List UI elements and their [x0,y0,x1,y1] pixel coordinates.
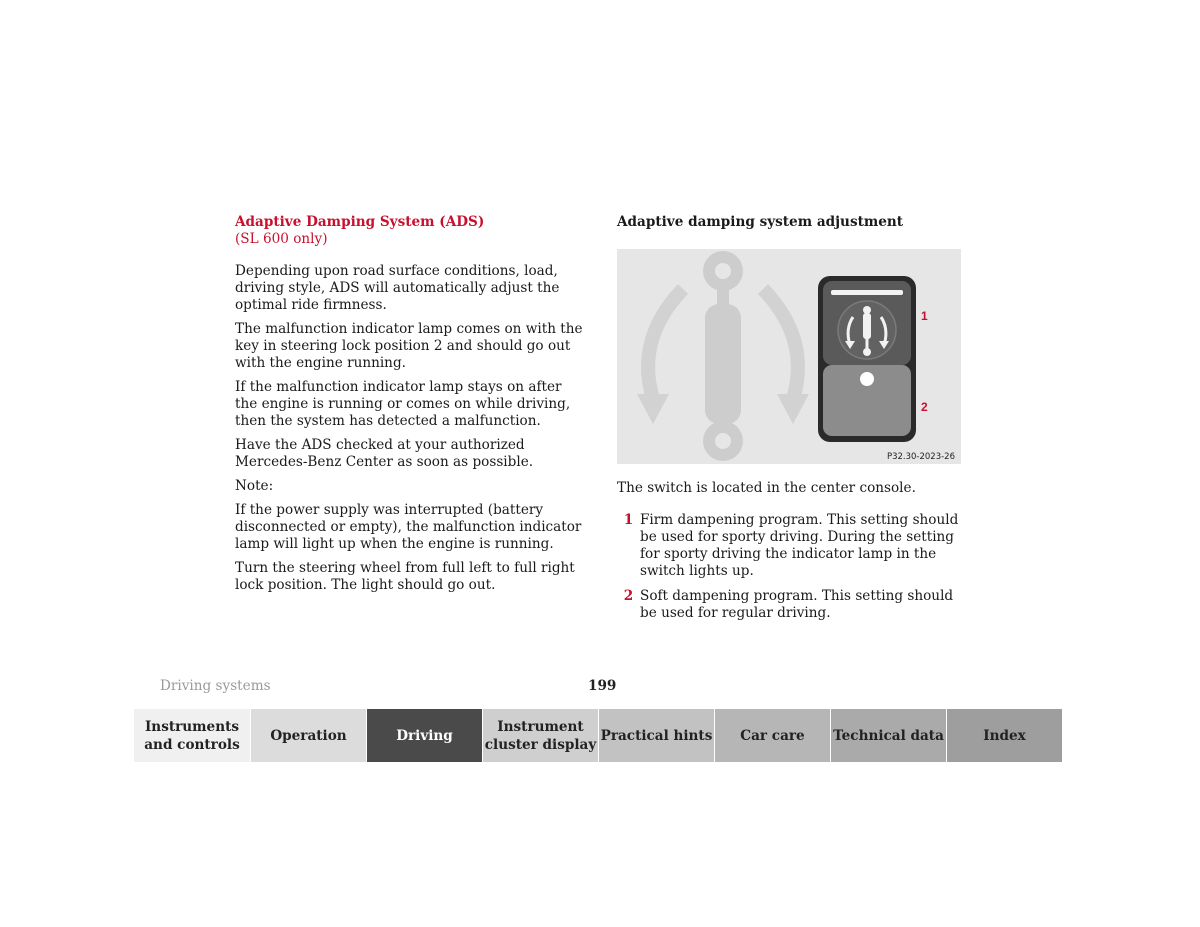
figure-reference: P32.30-2023-26 [886,452,955,462]
switch-location-text: The switch is located in the center console. [617,480,916,496]
section-subtitle: (SL 600 only) [235,231,328,247]
list-item [617,512,967,580]
tab-driving[interactable]: Driving [366,709,482,762]
tab-operation[interactable]: Operation [250,709,366,762]
tab-index[interactable]: Index [946,709,1062,762]
tab-technical-data[interactable]: Technical data [830,709,946,762]
footer-section-name: Driving systems [160,678,271,694]
paragraph: If the malfunction indicator lamp stays on after the engine is running or comes on while driving, then the system has detected a malfunction. [235,379,571,429]
section-title: Adaptive Damping System (ADS) [235,214,485,230]
item-text: Soft dampening program. This setting should be used for regular driving. [640,588,954,621]
ads-switch [818,276,916,442]
paragraph: The malfunction indicator lamp comes on with the key in steering lock position 2 and should go out with the engine running. [235,321,583,371]
paragraph: Have the ADS checked at your authorized Mercedes-Benz Center as soon as possible. [235,437,534,470]
shock-absorber-icon [703,251,743,461]
callout-2: 2 [921,400,928,414]
paragraph: Depending upon road surface conditions, load, driving style, ADS will automatically adjust the optimal ride firmness. [235,263,560,313]
ads-switch-figure [617,249,961,464]
paragraph: If the power supply was interrupted (battery disconnected or empty), the malfunction indicator lamp will light up when the engine is running. [235,502,582,552]
tab-instrument-cluster-display[interactable]: Instrument cluster display [482,709,598,762]
tab-practical-hints[interactable]: Practical hints [598,709,714,762]
page-number: 199 [588,678,617,694]
item-text: Firm dampening program. This setting should be used for sporty driving. During the setting for sporty driving the indicator lamp in the switch lights up. [640,512,959,579]
item-number: 2 [623,588,634,604]
note-label: Note: [235,478,274,494]
callout-1: 1 [921,309,928,323]
setting-list [617,512,967,630]
paragraph: Turn the steering wheel from full left to full right lock position. The light should go out. [235,560,575,593]
left-column [235,214,585,601]
tab-car-care[interactable]: Car care [714,709,830,762]
ads-switch-illustration [617,249,961,464]
adjustment-heading: Adaptive damping system adjustment [617,214,904,230]
list-item [617,588,967,622]
chapter-nav [134,709,1064,762]
item-number: 1 [623,512,634,528]
right-column [617,214,967,231]
tab-instruments-and-controls[interactable]: Instruments and controls [134,709,250,762]
